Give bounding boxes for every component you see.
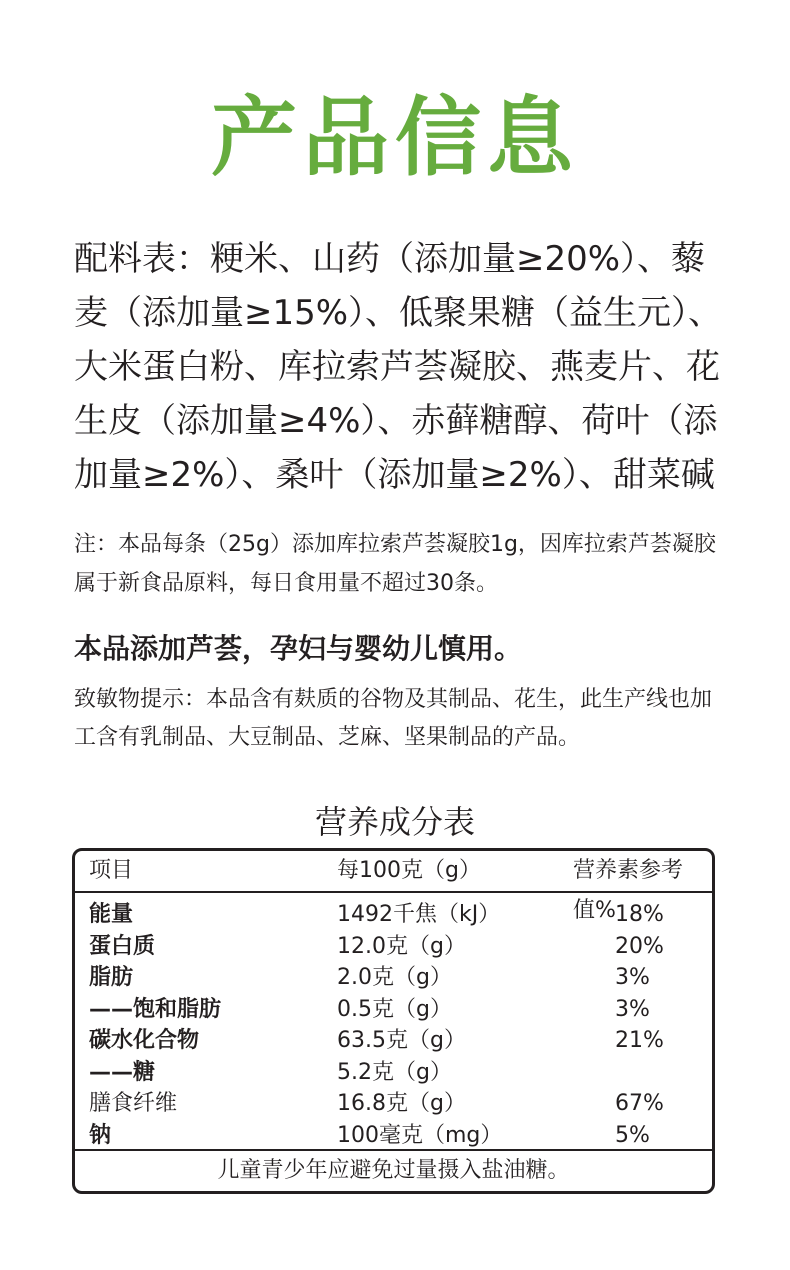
nutrient-amount: 1492千焦（kJ） — [337, 902, 501, 927]
nutrition-table-footer: 儿童青少年应避免过量摄入盐油糖。 — [75, 1149, 712, 1191]
nutrient-name: ——饱和脂肪 — [89, 996, 222, 1022]
page-title: 产品信息 — [211, 88, 579, 188]
table-row — [75, 931, 712, 963]
header-item: 项目 — [89, 858, 134, 883]
nutrient-amount: 2.0克（g） — [337, 965, 452, 990]
ingredient-note: 注：本品每条（25g）添加库拉索芦荟凝胶1g，因库拉索芦荟凝胶属于新食品原料，每日食用量不超过30条。 — [74, 532, 716, 596]
nutrient-name: 碳水化合物 — [89, 1028, 200, 1053]
nutrient-nrv: 3% — [615, 965, 650, 990]
table-row — [75, 962, 712, 994]
nutrition-table-body — [75, 899, 712, 1151]
nutrient-amount: 5.2克（g） — [337, 1059, 452, 1085]
nutrient-nrv: 18% — [615, 902, 664, 927]
allergen-notice: 致敏物提示：本品含有麸质的谷物及其制品、花生，此生产线也加工含有乳制品、大豆制品、芝麻、坚果制品的产品。 — [74, 687, 713, 750]
nutrition-table — [72, 848, 715, 1194]
nutrient-nrv: 5% — [615, 1122, 650, 1148]
nutrient-amount: 0.5克（g） — [337, 996, 452, 1022]
nutrient-nrv: 3% — [615, 996, 650, 1022]
table-row — [75, 1088, 712, 1120]
ingredients-list: 配料表：粳米、山药（添加量≥20%）、藜麦（添加量≥15%）、低聚果糖（益生元）、大米蛋白粉、库拉索芦荟凝胶、燕麦片、花生皮（添加量≥4%）、赤藓糖醇、荷叶（添加量≥2%）、桑叶（添加量≥2%）、甜菜碱 — [74, 239, 723, 495]
nutrient-amount: 12.0克（g） — [337, 933, 466, 959]
table-row — [75, 994, 712, 1026]
nutrient-name: 钠 — [89, 1122, 112, 1148]
nutrient-amount: 16.8克（g） — [337, 1091, 466, 1116]
nutrient-name: 蛋白质 — [89, 933, 156, 959]
nutrient-name: 脂肪 — [89, 965, 134, 990]
nutrient-name: 膳食纤维 — [89, 1091, 178, 1116]
table-row — [75, 899, 712, 931]
header-per100: 每100克（g） — [337, 858, 481, 883]
nutrient-nrv: 20% — [615, 933, 664, 959]
nutrient-nrv: 67% — [615, 1091, 664, 1116]
table-row — [75, 1120, 712, 1152]
nutrient-name: 能量 — [89, 902, 134, 927]
nutrient-amount: 100毫克（mg） — [337, 1122, 503, 1148]
nutrition-table-title: 营养成分表 — [314, 803, 475, 841]
nutrient-amount: 63.5克（g） — [337, 1028, 466, 1053]
table-row — [75, 1057, 712, 1089]
nutrient-name: ——糖 — [89, 1059, 156, 1085]
nutrient-nrv: 21% — [615, 1028, 664, 1053]
aloe-warning: 本品添加芦荟，孕妇与婴幼儿慎用。 — [74, 632, 523, 665]
header-nrv: 营养素参考值% — [573, 858, 684, 923]
table-row — [75, 1025, 712, 1057]
